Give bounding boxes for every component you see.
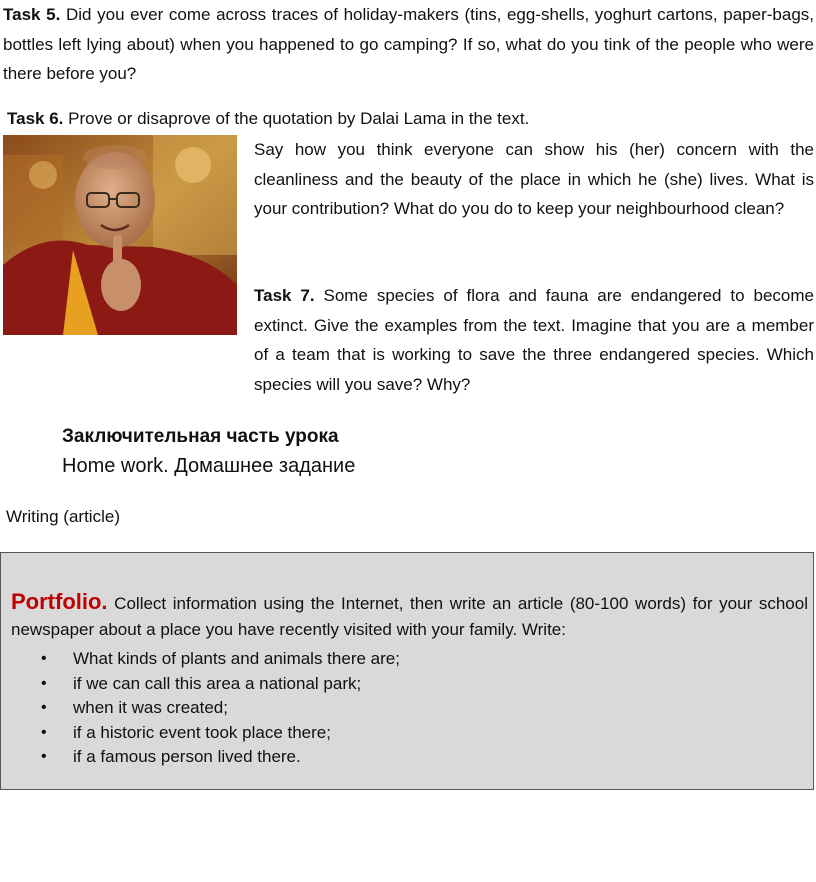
task5-text: Did you ever come across traces of holiday-makers (tins, egg-shells, yoghurt cartons, paper-bags, bottles left lying about) when you happened to go camping? If so, what do you tink of the people who were there before you? (3, 5, 814, 83)
bullet-icon: • (41, 723, 47, 741)
homework-heading: Home work. Домашнее задание (62, 455, 356, 477)
list-item: • if a historic event took place there; (41, 721, 400, 746)
task7-paragraph (3, 281, 814, 399)
list-item: • when it was created; (41, 696, 400, 721)
task7-label: Task 7. (254, 286, 315, 305)
portfolio-text: Collect information using the Internet, then write an article (80-100 words) for your school newspaper about a place you have recently visited with your family. Write: (11, 594, 808, 639)
portfolio-box (0, 552, 814, 790)
portfolio-label: Portfolio. (11, 589, 108, 614)
task5-paragraph (3, 0, 814, 89)
bullet-icon: • (41, 650, 47, 667)
writing-label: Writing (article) (6, 507, 120, 526)
final-part-heading: Заключительная часть урока (62, 426, 339, 447)
task6-body: Say how you think everyone can show his (her) concern with the cleanliness and the beauty of the place in which he (she) lives. What is your contribution? What do you do to keep your neighbourhood clean? (254, 140, 814, 218)
task6-label: Task 6. (7, 109, 64, 128)
portfolio-list (41, 647, 400, 770)
list-item: • What kinds of plants and animals there are; (41, 647, 400, 672)
task6-heading-text: Prove or disaprove of the quotation by Dalai Lama in the text. (63, 109, 530, 128)
list-item: • if we can call this area a national park; (41, 672, 400, 697)
bullet-icon: • (41, 748, 47, 765)
task6-heading (7, 106, 529, 132)
bullet-icon: • (41, 699, 47, 716)
task7-text: Some species of flora and fauna are endangered to become extinct. Give the examples from the text. Imagine that you are a member of a team that is working to save the three endangered species. Which species will you save? Why? (254, 286, 814, 394)
portfolio-paragraph (11, 589, 808, 643)
task5-label: Task 5. (3, 5, 61, 24)
bullet-icon: • (41, 674, 47, 692)
list-item: • if a famous person lived there. (41, 745, 400, 770)
